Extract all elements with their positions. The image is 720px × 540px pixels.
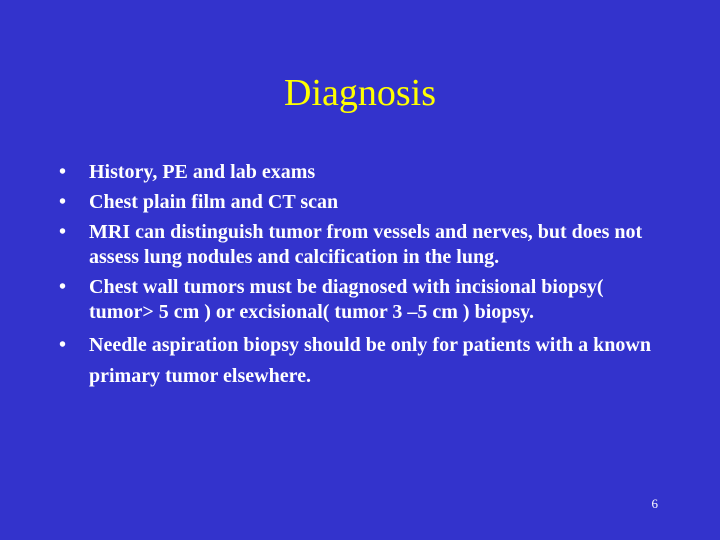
bullet-dot-icon: • <box>59 161 67 183</box>
bullet-dot-icon: • <box>59 221 67 243</box>
bullet-text: Chest plain film and CT scan <box>89 191 339 213</box>
bullet-item <box>56 220 666 270</box>
bullet-dot-icon: • <box>59 334 67 356</box>
bullet-dot-icon: • <box>59 191 67 213</box>
bullet-dot-icon: • <box>59 276 67 298</box>
bullet-text: Needle aspiration biopsy should be only for patients with a known primary tumor elsewhere. <box>89 334 651 387</box>
bullet-text: MRI can distinguish tumor from vessels and nerves, but does not assess lung nodules and calcification in the lung. <box>89 221 643 268</box>
bullet-text: History, PE and lab exams <box>89 161 316 183</box>
bullet-item <box>56 330 666 392</box>
bullet-item <box>56 190 666 215</box>
slide-title: Diagnosis <box>284 72 436 114</box>
bullet-text: Chest wall tumors must be diagnosed with incisional biopsy( tumor> 5 cm ) or excisional( tumor 3 –5 cm ) biopsy. <box>89 276 604 323</box>
bullet-item <box>56 160 666 185</box>
bullet-item <box>56 275 666 325</box>
bullet-list <box>56 160 666 397</box>
page-number: 6 <box>651 496 658 511</box>
